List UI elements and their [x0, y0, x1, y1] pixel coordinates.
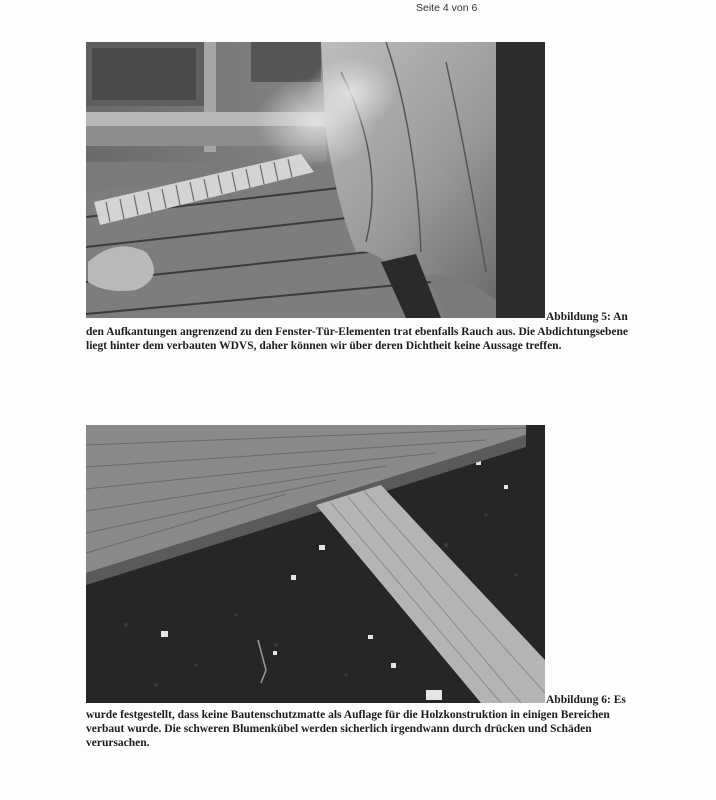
page-number: Seite 4 von 6	[416, 2, 478, 14]
figure-5-label: Abbildung 5: An	[546, 311, 628, 323]
figure-5-photo	[86, 42, 545, 318]
figure-6-label: Abbildung 6: Es	[546, 694, 626, 706]
figure-6-photo	[86, 425, 545, 703]
figure-6-caption: wurde festgestellt, dass keine Bautenschutzmatte als Auflage für die Holzkonstruktion in einigen Bereichen verbaut wurde. Die schweren Blumenkübel werden sicherlich irgendwann durch drücken und Schäden verursachen.	[86, 709, 610, 749]
figure-5-caption: den Aufkantungen angrenzend zu den Fenster-Tür-Elementen trat ebenfalls Rauch aus. Die Abdichtungsebene liegt hinter dem verbauten WDVS, daher können wir über deren Dichtheit keine Aussage treffen.	[86, 326, 629, 352]
